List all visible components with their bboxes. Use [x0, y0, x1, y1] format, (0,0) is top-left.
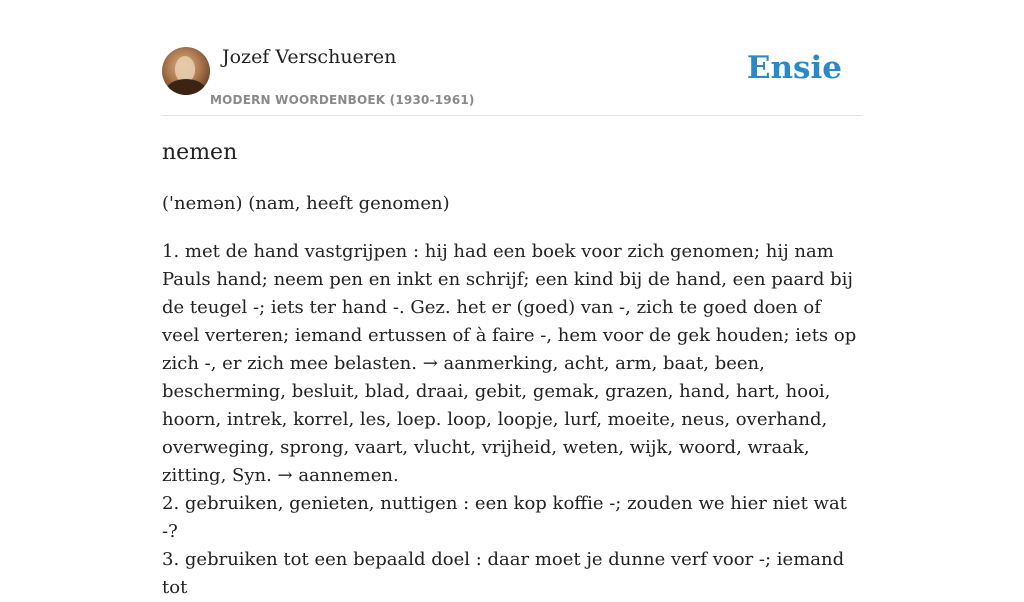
- author-avatar[interactable]: [162, 47, 210, 95]
- author-name[interactable]: Jozef Verschueren: [222, 46, 397, 68]
- site-logo[interactable]: Ensie: [746, 50, 842, 86]
- header-divider: [162, 115, 862, 116]
- definition-2: 2. gebruiken, genieten, nuttigen : een kop koffie -; zouden we hier niet wat -?: [162, 493, 847, 542]
- source-label[interactable]: MODERN WOORDENBOEK (1930-1961): [210, 93, 475, 107]
- definition-1: 1. met de hand vastgrijpen : hij had een boek voor zich genomen; hij nam Pauls hand; neem pen en inkt en schrijf; een kind bij de hand, een paard bij de teugel -; iets ter hand -. Gez. het er (goed) van -, zich te goed doen of veel verteren; iemand ertussen of à faire -, hem voor de gek houden; iets op zich -, er zich mee belasten. → aanmerking, acht, arm, baat, been, bescherming, besluit, blad, draai, gebit, gemak, grazen, hand, hart, hooi, hoorn, intrek, korrel, les, loep. loop, loopje, lurf, moeite, neus, overhand, overweging, sprong, vaart, vlucht, vrijheid, weten, wijk, woord, wraak, zitting, Syn. → aannemen.: [162, 241, 857, 486]
- entry-page: [162, 0, 862, 598]
- entry-title: nemen: [162, 140, 238, 165]
- entry-pronunciation: ('nemən) (nam, heeft genomen): [162, 193, 450, 214]
- entry-body: [162, 238, 862, 602]
- avatar-coat: [166, 79, 206, 95]
- definition-3: 3. gebruiken tot een bepaald doel : daar moet je dunne verf voor -; iemand tot: [162, 549, 845, 598]
